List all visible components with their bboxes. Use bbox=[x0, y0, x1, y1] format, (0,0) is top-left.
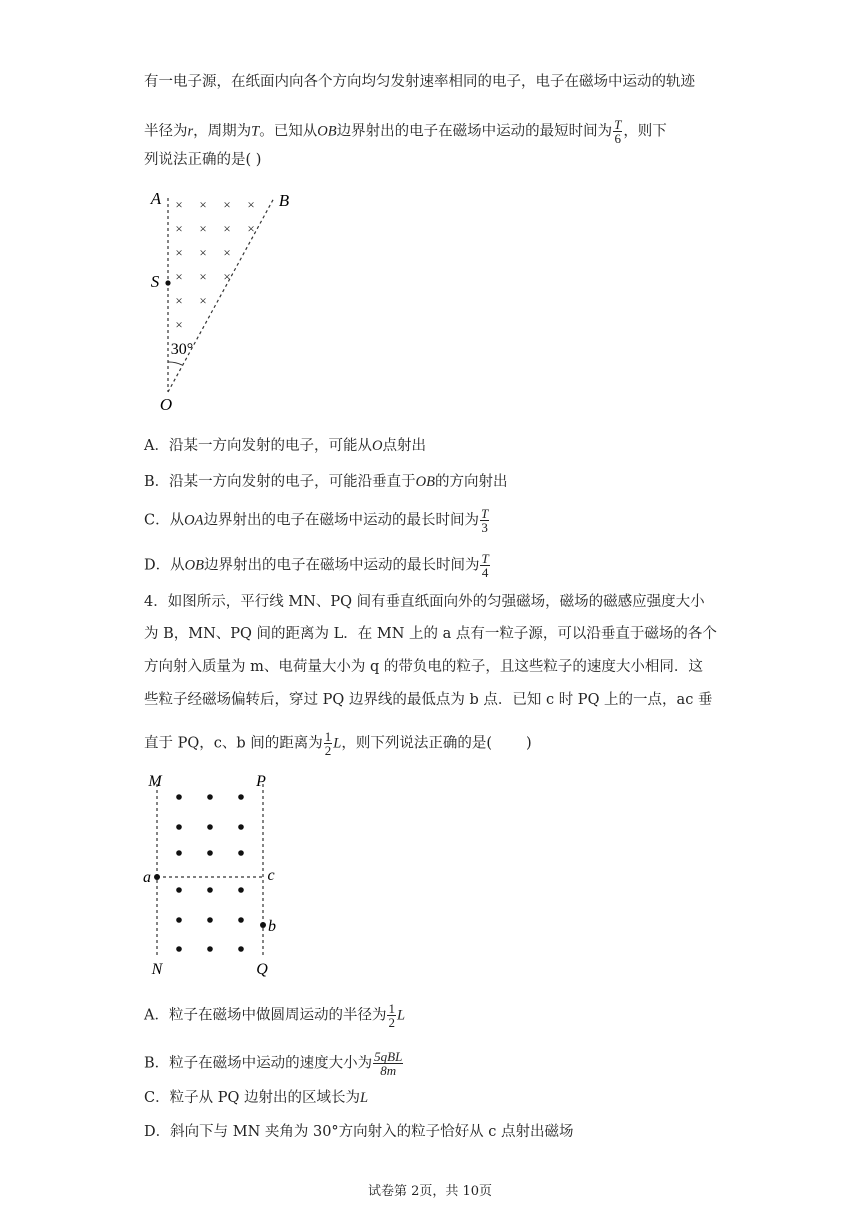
cross-marks bbox=[175, 197, 254, 332]
q4-option-a: A．粒子在磁场中做圆周运动的半径为 $\frac{1}{2}$ L bbox=[144, 1001, 406, 1030]
q4-option-c: C．粒子从 PQ 边射出的区域长为L bbox=[144, 1090, 369, 1106]
field-dot bbox=[207, 887, 213, 893]
field-dot bbox=[238, 887, 244, 893]
field-cross-mark: × bbox=[223, 197, 231, 212]
point-b bbox=[260, 922, 266, 928]
field-dot bbox=[238, 824, 244, 830]
field-dot bbox=[207, 794, 213, 800]
field-cross-mark: × bbox=[223, 221, 231, 236]
field-dot bbox=[207, 850, 213, 856]
field-cross-mark: × bbox=[175, 269, 183, 284]
field-dot bbox=[176, 824, 182, 830]
label-o: O bbox=[159, 395, 173, 414]
field-dot bbox=[238, 917, 244, 923]
field-dot bbox=[238, 946, 244, 952]
label-p: P bbox=[256, 773, 266, 790]
q3-stem-line-1: 有一电子源，在纸面内向各个方向均匀发射速率相同的电子，电子在磁场中运动的轨迹 bbox=[144, 74, 695, 90]
q4-b-fraction: $\frac{\text{5qBL}}{8m}$ bbox=[374, 1049, 403, 1078]
field-cross-mark: × bbox=[199, 197, 207, 212]
field-cross-mark: × bbox=[175, 197, 183, 212]
q4-option-d: D．斜向下与 MN 夹角为 30°方向射入的粒子恰好从 c 点射出磁场 bbox=[144, 1124, 574, 1140]
field-dot bbox=[238, 794, 244, 800]
label-n: N bbox=[151, 961, 163, 978]
field-dot bbox=[176, 917, 182, 923]
q3-fraction-t-6: $\frac{T}{6}$ bbox=[614, 117, 622, 146]
label-b: B bbox=[278, 191, 290, 210]
field-cross-mark: × bbox=[247, 221, 255, 236]
field-cross-mark: × bbox=[223, 269, 231, 284]
q4-fraction-half: $\frac{1}{2}$ bbox=[324, 729, 332, 758]
angle-arc bbox=[168, 362, 182, 365]
q4-stem-line-5: 直于 PQ，c、b 间的距离为 $\frac{1}{2}$ L，则下列说法正确的是( ) bbox=[144, 729, 532, 758]
q3-option-c: C．从OA边界射出的电子在磁场中运动的最长时间为 $\frac{T}{3}$ bbox=[144, 506, 489, 535]
field-dot bbox=[207, 946, 213, 952]
ob-boundary bbox=[168, 198, 274, 392]
q3-stem-line-3: 列说法正确的是( ) bbox=[144, 152, 262, 168]
field-dot bbox=[176, 794, 182, 800]
field-dot bbox=[176, 887, 182, 893]
label-a-point: a bbox=[143, 869, 151, 886]
q3-c-fraction: $\frac{T}{3}$ bbox=[480, 506, 489, 535]
field-cross-mark: × bbox=[223, 245, 231, 260]
field-cross-mark: × bbox=[199, 221, 207, 236]
field-cross-mark: × bbox=[175, 317, 183, 332]
field-cross-mark: × bbox=[175, 221, 183, 236]
field-cross-mark: × bbox=[247, 197, 255, 212]
field-dot bbox=[238, 850, 244, 856]
field-cross-mark: × bbox=[199, 269, 207, 284]
label-b-point: b bbox=[268, 918, 276, 935]
q4-a-fraction: $\frac{1}{2}$ bbox=[388, 1001, 395, 1030]
field-dot bbox=[207, 824, 213, 830]
q3-option-d: D．从OB边界射出的电子在磁场中运动的最长时间为 $\frac{T}{4}$ bbox=[144, 551, 489, 580]
q3-option-a: A．沿某一方向发射的电子，可能从O点射出 bbox=[144, 438, 426, 454]
field-cross-mark: × bbox=[199, 293, 207, 308]
angle-label: 30° bbox=[170, 341, 194, 358]
label-m: M bbox=[148, 773, 162, 790]
q3-d-fraction: $\frac{T}{4}$ bbox=[481, 551, 489, 580]
q4-stem-line-3: 方向射入质量为 m、电荷量大小为 q 的带负电的粒子，且这些粒子的速度大小相同．这 bbox=[144, 659, 703, 675]
field-cross-mark: × bbox=[199, 245, 207, 260]
q3-stem-line-2: 半径为r，周期为T。已知从OB边界射出的电子在磁场中运动的最短时间为 $\frac{T}{6}$ ，则下 bbox=[144, 117, 667, 146]
page-footer: 试卷第 2页，共 10页 bbox=[367, 1184, 493, 1199]
q4-option-b: B．粒子在磁场中运动的速度大小为 $\frac{\text{5qBL}}{8m}$ bbox=[144, 1049, 403, 1078]
point-s bbox=[165, 280, 170, 285]
q4-stem-line-1: 4．如图所示，平行线 MN、PQ 间有垂直纸面向外的匀强磁场，磁场的磁感应强度大小 bbox=[144, 594, 705, 610]
point-a bbox=[154, 874, 160, 880]
field-dot bbox=[176, 946, 182, 952]
field-dots bbox=[176, 794, 244, 952]
field-cross-mark: × bbox=[175, 293, 183, 308]
label-a: A bbox=[150, 189, 162, 208]
q3-figure-wedge bbox=[140, 184, 310, 416]
q4-stem-line-2: 为 B，MN、PQ 间的距离为 L．在 MN 上的 a 点有一粒子源，可以沿垂直于磁场的各个 bbox=[144, 626, 717, 642]
field-cross-mark: × bbox=[175, 245, 183, 260]
field-dot bbox=[207, 917, 213, 923]
field-dot bbox=[176, 850, 182, 856]
label-q: Q bbox=[256, 961, 268, 978]
label-s: S bbox=[150, 272, 160, 291]
q4-stem-line-4: 些粒子经磁场偏转后，穿过 PQ 边界线的最低点为 b 点．已知 c 时 PQ 上的一点，ac 垂 bbox=[144, 692, 713, 708]
label-c: c bbox=[267, 867, 275, 884]
q3-option-b: B．沿某一方向发射的电子，可能沿垂直于OB的方向射出 bbox=[144, 474, 508, 490]
q4-figure-parallel-field bbox=[140, 770, 290, 980]
